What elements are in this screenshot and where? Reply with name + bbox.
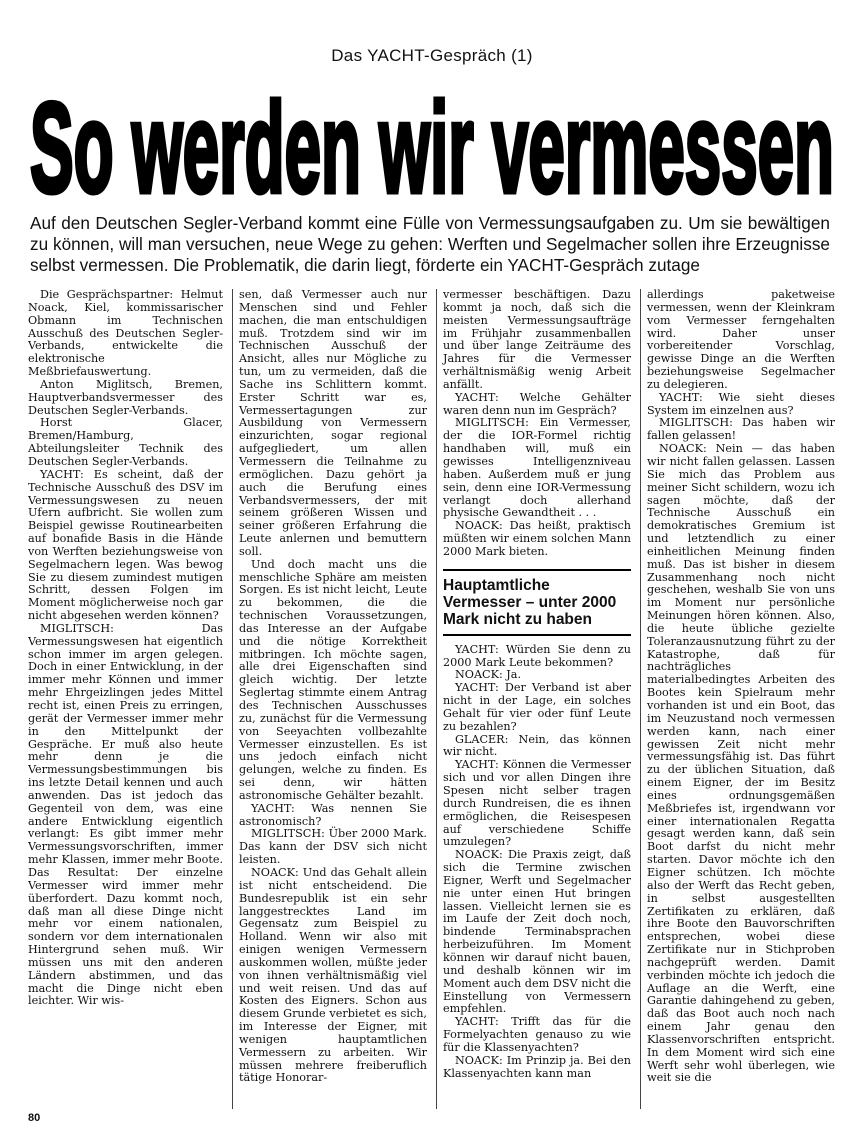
page-number: 80 xyxy=(28,1112,41,1124)
paragraph: allerdings paketweise vermessen, wenn der Kleinkram vom Vermesser ferngehalten wird. Daher unser vorbereitender Vorschlag, gewisse Dinge an die Werften beziehungsweise Segelmacher zu delegieren. xyxy=(647,289,835,391)
paragraph: NOACK: Die Praxis zeigt, daß sich die Termine zwischen Eigner, Werft und Segelmacher nie unter einen Hut bringen lassen. Vielleicht lernen sie es im Laufe der Zeit doch noch, bindende Terminabsprachen herbeizuführen. Im Moment können wir darauf nicht bauen, und deshalb können wir im Moment auch dem DSV nicht die Einstellung von Vermessern empfehlen. xyxy=(443,848,631,1016)
paragraph: YACHT: Der Verband ist aber nicht in der Lage, ein solches Gehalt für vier oder fünf Leute zu bezahlen? xyxy=(443,681,631,733)
paragraph: YACHT: Es scheint, daß der Technische Ausschuß des DSV im Vermessungswesen zu neuen Ufern aufbricht. Sie wollen zum Beispiel gewisse Routinearbeiten auf bonafide Basis in die Hände von Werften beziehungsweise von Segelmachern legen. Was bewog Sie zu diesem zumindest mutigen Schritt, dessen Folgen im Moment möglicherweise noch gar nicht abgesehen werden können? xyxy=(28,467,223,623)
paragraph: YACHT: Können die Vermesser sich und vor allen Dingen ihre Spesen nicht selber tragen durch Rundreisen, die es ihnen ermöglichen, die Reisespesen auf verschiedene Schiffe umzulegen? xyxy=(443,758,631,849)
kicker-heading: Das YACHT-Gespräch (1) xyxy=(331,46,533,65)
paragraph: Anton Miglitsch, Bremen, Hauptverbandsvermesser des Deutschen Segler-Verbands. xyxy=(28,377,223,417)
article-columns xyxy=(28,289,836,1109)
headline-text: So werden wir vermessen xyxy=(30,96,834,200)
paragraph: NOACK: Im Prinzip ja. Bei den Klassenyachten kann man xyxy=(443,1053,631,1080)
paragraph: MIGLITSCH: Ein Vermesser, der die IOR-Formel richtig handhaben will, muß ein gewisses Intelligenzniveau haben. Außerdem muß er jung sein, denn eine IOR-Vermessung verlangt doch allerhand physische Gewandtheit . . . xyxy=(443,416,631,520)
column-2 xyxy=(232,289,427,1109)
paragraph: NOACK: Ja. xyxy=(455,668,521,682)
paragraph: sen, daß Vermesser auch nur Menschen sind und Fehler machen, die man entschuldigen muß. Trotzdem sind wir im Technischen Ausschuß der Ansicht, alles nur Mögliche zu tun, um zu vermeiden, daß die Sache ins Schlittern kommt. Erster Schritt war es, Vermessertagungen zur Ausbildung von Vermessern einzurichten, sogar regional aufgegliedert, um allen Vermessern die Teilnahme zu ermöglichen. Dazu gehört ja auch die Berufung eines Verbandsvermessers, der mit seinem größeren Wissen und seiner größeren Erfahrung die Leute anlernen und bemuttern soll. xyxy=(239,289,427,558)
headline xyxy=(30,96,834,200)
paragraph: Und doch macht uns die menschliche Sphäre am meisten Sorgen. Es ist nicht leicht, Leute zu bekommen, die die technischen Voraussetzungen, das Interesse an der Aufgabe und die nötige Korrektheit mitbringen. Ich möchte sagen, alle drei Eigenschaften sind gleich wichtig. Der letzte Seglertag stimmte einem Antrag des Technischen Ausschusses zu, zunächst für die Vermessung von Seeyachten vollbezahlte Vermesser einzustellen. Es ist uns jedoch einfach nicht gelungen, welche zu finden. Es sei denn, wir hätten astronomische Gehälter bezahlt. xyxy=(239,557,427,802)
paragraph: NOACK: Nein — das haben wir nicht fallen gelassen. Lassen Sie mich das Problem aus meiner Sicht schildern, wozu ich sagen möchte, daß der Technische Ausschuß ein demokratisches Gremium ist und letztendlich zu einer einheitlichen Meinung finden muß. Das ist bisher in diesem Zusammenhang noch nicht geschehen, weshalb Sie von uns im Moment nur persönliche Meinungen hören können. Also, die heute übliche gezielte Toleranzausnutzung führt zu der Katastrophe, daß für nachträgliches materialbedingtes Arbeiten des Bootes kein Spielraum mehr vorhanden ist und ein Boot, das im Neuzustand noch vermessen werden kann, nach einer gewissen Zeit nicht mehr vermessungsfähig ist. Das führt zu der üblichen Situation, daß einem Eigner, der im Besitz eines ordnungsgemäßen Meßbriefes ist, irgendwann vor einer internationalen Regatta gesagt werden kann, daß sein Boot darfst du nicht mehr starten. Davor möchte ich den Eigner schützen. Ich möchte also der Werft das Recht geben, in selbst ausgestellten Zertifikaten zu erklären, daß ihre Boote den Bauvorschriften entsprechen, wobei diese Zertifikate nur in Stichproben nachgeprüft werden. Damit verbinden möchte ich jedoch die Auflage an die Werft, eine Garantie dahingehend zu geben, daß das Boot auch noch nach einem Jahr genau den Klassenvorschriften entspricht. In dem Moment wird sich eine Werft sehr wohl überlegen, wie weit sie die xyxy=(647,442,835,1085)
paragraph: vermesser beschäftigen. Dazu kommt ja noch, daß sich die meisten Vermessungsaufträge im Frühjahr zusammenballen und über lange Zeiträume des Jahres für die Vermesser verhältnismäßig wenig Arbeit anfällt. xyxy=(443,289,631,391)
paragraph: NOACK: Und das Gehalt allein ist nicht entscheidend. Die Bundesrepublik ist ein sehr langgestrecktes Land im Gegensatz zum Beispiel zu Holland. Wenn wir also mit einigen wenigen Vermessern auskommen wollen, müßte jeder von ihnen verhältnismäßig viel und weit reisen. Und das auf Kosten des Eigners. Schon aus diesem Grunde verbietet es sich, im Interesse der Eigner, mit wenigen hauptamtlichen Vermessern zu arbeiten. Wir müssen mehrere freiberuflich tätige Honorar- xyxy=(239,865,427,1085)
paragraph: YACHT: Wie sieht dieses System im einzelnen aus? xyxy=(647,390,835,417)
column-4 xyxy=(640,289,835,1109)
column-3 xyxy=(436,289,631,1109)
lead-paragraph: Auf den Deutschen Segler-Verband kommt eine Fülle von Vermessungsaufgaben zu. Um sie bewältigen zu können, will man versuchen, neue Wege zu gehen: Werften und Segelmacher sollen ihre Erzeugnisse selbst vermessen. Die Problematik, die darin liegt, förderte ein YACHT-Gespräch zutage xyxy=(30,213,830,275)
paragraph: YACHT: Welche Gehälter waren denn nun im Gespräch? xyxy=(443,390,631,417)
paragraph: MIGLITSCH: Über 2000 Mark. Das kann der DSV sich nicht leisten. xyxy=(239,827,427,867)
paragraph: YACHT: Trifft das für die Formelyachten genauso zu wie für die Klassenyachten? xyxy=(443,1015,631,1054)
paragraph: GLACER: Nein, das können wir nicht. xyxy=(443,732,631,759)
paragraph: YACHT: Würden Sie denn zu 2000 Mark Leute bekommen? xyxy=(443,642,631,669)
column-1 xyxy=(28,289,223,1109)
paragraph: MIGLITSCH: Das Vermessungswesen hat eigentlich schon immer im argen gelegen. Doch in einer Entwicklung, in der immer mehr Können und immer mehr Ehrgeizlingen jedes Mittel recht ist, einen Preis zu erringen, gerät der Vermesser immer mehr in den Mittelpunkt der Gespräche. Er muß also heute mehr denn je die Vermessungsbestimmungen bis ins letzte Detail kennen und auch anwenden. Das ist jedoch das Gegenteil von dem, was eine andere Entwicklung eigentlich verlangt: Es gibt immer mehr Vermessungsvorschriften, immer mehr Klassen, immer mehr Boote. Das Resultat: Der einzelne Vermesser wird immer mehr überfordert. Dazu kommt noch, daß man all diese Dinge nicht mehr vor einem nationalen, sondern vor dem internationalen Hintergrund sehen muß. Wir müssen uns mit den anderen Ländern abstimmen, und das macht die Dinge nicht eben leichter. Wir wis- xyxy=(28,621,223,1008)
paragraph: Horst Glacer, Bremen/Hamburg, Abteilungsleiter Technik des Deutschen Segler-Verbands. xyxy=(28,416,223,468)
paragraph: Die Gesprächspartner: Helmut Noack, Kiel, kommissarischer Obmann im Technischen Ausschuß des Deutschen Segler-Verbands, entwickelte die elektronische Meßbriefauswertung. xyxy=(28,289,223,379)
subheading-box: Hauptamtliche Vermesser – unter 2000 Mark nicht zu haben xyxy=(443,569,631,636)
paragraph: YACHT: Was nennen Sie astronomisch? xyxy=(239,801,427,828)
paragraph: NOACK: Das heißt, praktisch müßten wir einem solchen Mann 2000 Mark bieten. xyxy=(443,519,631,558)
paragraph: MIGLITSCH: Das haben wir fallen gelassen! xyxy=(647,416,835,443)
